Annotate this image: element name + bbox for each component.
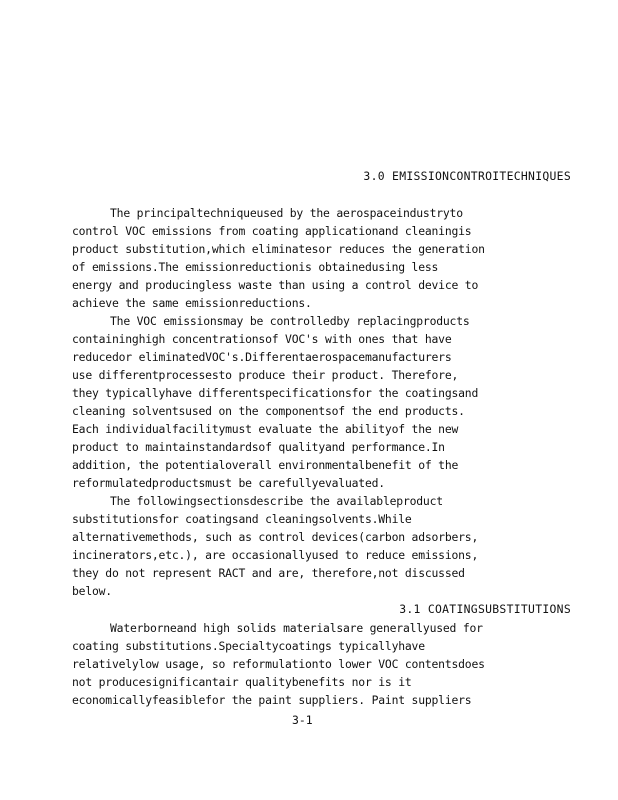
paragraph-4-line-5: economicallyfeasiblefor the paint suppliers. Paint suppliers [72, 693, 472, 707]
paragraph-3-line-1: The followingsectionsdescribe the availableproduct [110, 494, 443, 508]
section-heading: 3.0 EMISSIONCONTROITECHNIQUES [363, 169, 571, 183]
paragraph-2-line-7: Each individualfacilitymust evaluate the abilityof the new [72, 422, 459, 436]
paragraph-3-line-3: alternativemethods, such as control devices(carbon adsorbers, [72, 530, 479, 544]
paragraph-3-line-4: incinerators,etc.), are occasionallyused to reduce emissions, [72, 548, 479, 562]
page-number: 3-1 [292, 713, 313, 727]
paragraph-3-line-6: below. [72, 584, 112, 598]
paragraph-1-line-6: achieve the same emissionreductions. [72, 296, 312, 310]
paragraph-2-line-4: use differentprocessesto produce their product. Therefore, [72, 368, 459, 382]
subsection-heading: 3.1 COATINGSUBSTITUTIONS [399, 602, 571, 616]
paragraph-4-line-4: not producesignificantair qualitybenefits nor is it [72, 675, 412, 689]
paragraph-2-line-3: reducedor eliminatedVOC's.Differentaerospacemanufacturers [72, 350, 452, 364]
paragraph-2-line-8: product to maintainstandardsof qualityand performance.In [72, 440, 445, 454]
paragraph-4-line-3: relativelylow usage, so reformulationto lower VOC contentsdoes [72, 657, 485, 671]
paragraph-3-line-2: substitutionsfor coatingsand cleaningsolvents.While [72, 512, 412, 526]
paragraph-2-line-6: cleaning solventsused on the componentsof the end products. [72, 404, 465, 418]
paragraph-1-line-4: of emissions.The emissionreductionis obtainedusing less [72, 260, 439, 274]
paragraph-1-line-3: product substitution,which eliminatesor reduces the generation [72, 242, 485, 256]
paragraph-1-line-2: control VOC emissions from coating applicationand cleaningis [72, 224, 472, 238]
paragraph-1-line-5: energy and producingless waste than using a control device to [72, 278, 479, 292]
paragraph-2-line-10: reformulatedproductsmust be carefullyevaluated. [72, 476, 385, 490]
paragraph-2-line-1: The VOC emissionsmay be controlledby replacingproducts [110, 314, 470, 328]
paragraph-2-line-5: they typicallyhave differentspecificationsfor the coatingsand [72, 386, 479, 400]
paragraph-4-line-1: Waterborneand high solids materialsare generallyused for [110, 621, 483, 635]
paragraph-1-line-1: The principaltechniqueused by the aerospaceindustryto [110, 206, 463, 220]
paragraph-2-line-2: containinghigh concentrationsof VOC's with ones that have [72, 332, 452, 346]
paragraph-2-line-9: addition, the potentialoverall environmentalbenefit of the [72, 458, 459, 472]
paragraph-3-line-5: they do not represent RACT and are, therefore,not discussed [72, 566, 465, 580]
paragraph-4-line-2: coating substitutions.Specialtycoatings typicallyhave [72, 639, 425, 653]
